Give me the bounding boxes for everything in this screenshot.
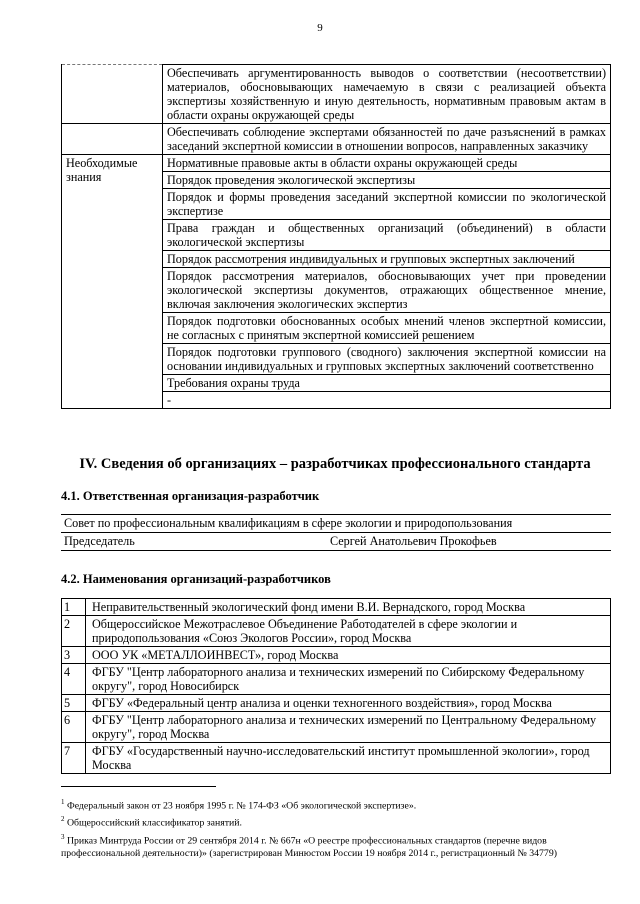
table-row xyxy=(62,616,611,647)
footnote xyxy=(61,831,613,860)
skills-knowledge-table xyxy=(61,64,611,409)
row-number: 5 xyxy=(62,695,86,712)
row-text: Порядок подготовки обоснованных особых мнений членов экспертной комиссии, не согласных с принятым экспертной комиссией решением xyxy=(163,313,611,344)
org-name: ФГБУ "Центр лабораторного анализа и технических измерений по Сибирскому Федеральному округу", город Новосибирск xyxy=(86,664,611,695)
row-text: Права граждан и общественных организаций (объединений) в области экологической экспертизы xyxy=(163,220,611,251)
row-text: Порядок рассмотрения материалов, обосновывающих учет при проведении экологической экспертизы документов, отражающих общественное мнение, включая заключения экологических экспертиз xyxy=(163,268,611,313)
row-number: 6 xyxy=(62,712,86,743)
footnote-divider xyxy=(61,786,216,787)
row-number: 3 xyxy=(62,647,86,664)
org-name: ФГБУ «Государственный научно-исследовательский институт промышленной экологии», город Москва xyxy=(86,743,611,774)
row-text: Порядок и формы проведения заседаний экспертной комиссии по экологической экспертизе xyxy=(163,189,611,220)
footnote-text: Приказ Минтруда России от 29 сентября 2014 г. № 667н «О реестре профессиональных стандартов (перечне видов профессиональной деятельности)» (зарегистрирован Минюстом России 19 ноября 2014 г., регистрационный № 34779) xyxy=(61,834,557,859)
responsible-org-table xyxy=(61,514,611,551)
footnote-text: Общероссийский классификатор занятий. xyxy=(66,817,242,829)
org-name: Совет по профессиональным квалификациям в сфере экологии и природопользования xyxy=(61,515,611,533)
row-number: 2 xyxy=(62,616,86,647)
page-number: 9 xyxy=(317,22,323,34)
developers-table xyxy=(61,598,611,774)
org-name: ООО УК «МЕТАЛЛОИНВЕСТ», город Москва xyxy=(86,647,611,664)
table-row xyxy=(62,664,611,695)
footnote-mark: 3 xyxy=(61,832,65,841)
section-title: IV. Сведения об организациях – разработчиках профессионального стандарта xyxy=(79,456,591,472)
org-name: Общероссийское Межотраслевое Объединение Работодателей в сфере экологии и природопользования «Союз Экологов России», город Москва xyxy=(86,616,611,647)
footnote-mark: 1 xyxy=(61,798,65,806)
footnote-mark: 2 xyxy=(61,815,65,824)
row-label-required-knowledge: Необходимые знания xyxy=(62,155,163,409)
table-row xyxy=(62,599,611,616)
subsection-responsible-title: 4.1. Ответственная организация-разработчик xyxy=(61,489,320,503)
table-row xyxy=(62,712,611,743)
person-name: Сергей Анатольевич Прокофьев xyxy=(327,533,611,551)
row-number: 1 xyxy=(62,599,86,616)
table-row xyxy=(62,695,611,712)
org-name: ФГБУ «Федеральный центр анализа и оценки техногенного воздействия», город Москва xyxy=(86,695,611,712)
position-label: Председатель xyxy=(61,533,327,551)
table-row xyxy=(62,155,611,172)
table-row xyxy=(62,743,611,774)
footnote xyxy=(61,796,613,812)
footnote xyxy=(61,813,613,829)
org-name: Неправительственный экологический фонд имени В.И. Вернадского, город Москва xyxy=(86,599,611,616)
org-name: ФГБУ "Центр лабораторного анализа и технических измерений по Центральному Федеральному округу", город Москва xyxy=(86,712,611,743)
row-number: 4 xyxy=(62,664,86,695)
row-number: 7 xyxy=(62,743,86,774)
footnotes xyxy=(61,796,613,861)
subsection-developers-title: 4.2. Наименования организаций-разработчиков xyxy=(61,572,331,586)
table-row xyxy=(62,124,611,155)
row-label xyxy=(62,65,163,124)
table-row xyxy=(62,647,611,664)
row-text: - xyxy=(163,392,611,409)
table-row xyxy=(61,515,611,533)
footnote-text: Федеральный закон от 23 ноября 1995 г. № 174-ФЗ «Об экологической экспертизе». xyxy=(66,800,417,812)
table-row xyxy=(61,533,611,551)
row-label xyxy=(62,124,163,155)
row-text: Порядок проведения экологической экспертизы xyxy=(163,172,611,189)
row-text: Порядок подготовки группового (сводного) заключения экспертной комиссии на основании индивидуальных и групповых экспертных заключений соответственно xyxy=(163,344,611,375)
row-text: Порядок рассмотрения индивидуальных и групповых экспертных заключений xyxy=(163,251,611,268)
table-row xyxy=(62,65,611,124)
row-text: Нормативные правовые акты в области охраны окружающей среды xyxy=(163,155,611,172)
row-text: Требования охраны труда xyxy=(163,375,611,392)
row-text: Обеспечивать соблюдение экспертами обязанностей по даче разъяснений в рамках заседаний экспертной комиссии в отношении вопросов, направленных заказчику xyxy=(163,124,611,155)
row-text: Обеспечивать аргументированность выводов о соответствии (несоответствии) материалов, обосновывающих намечаемую в связи с реализацией объекта экспертизы хозяйственную и иную деятельность, нормативным правовым актам в области охраны окружающей среды xyxy=(163,65,611,124)
